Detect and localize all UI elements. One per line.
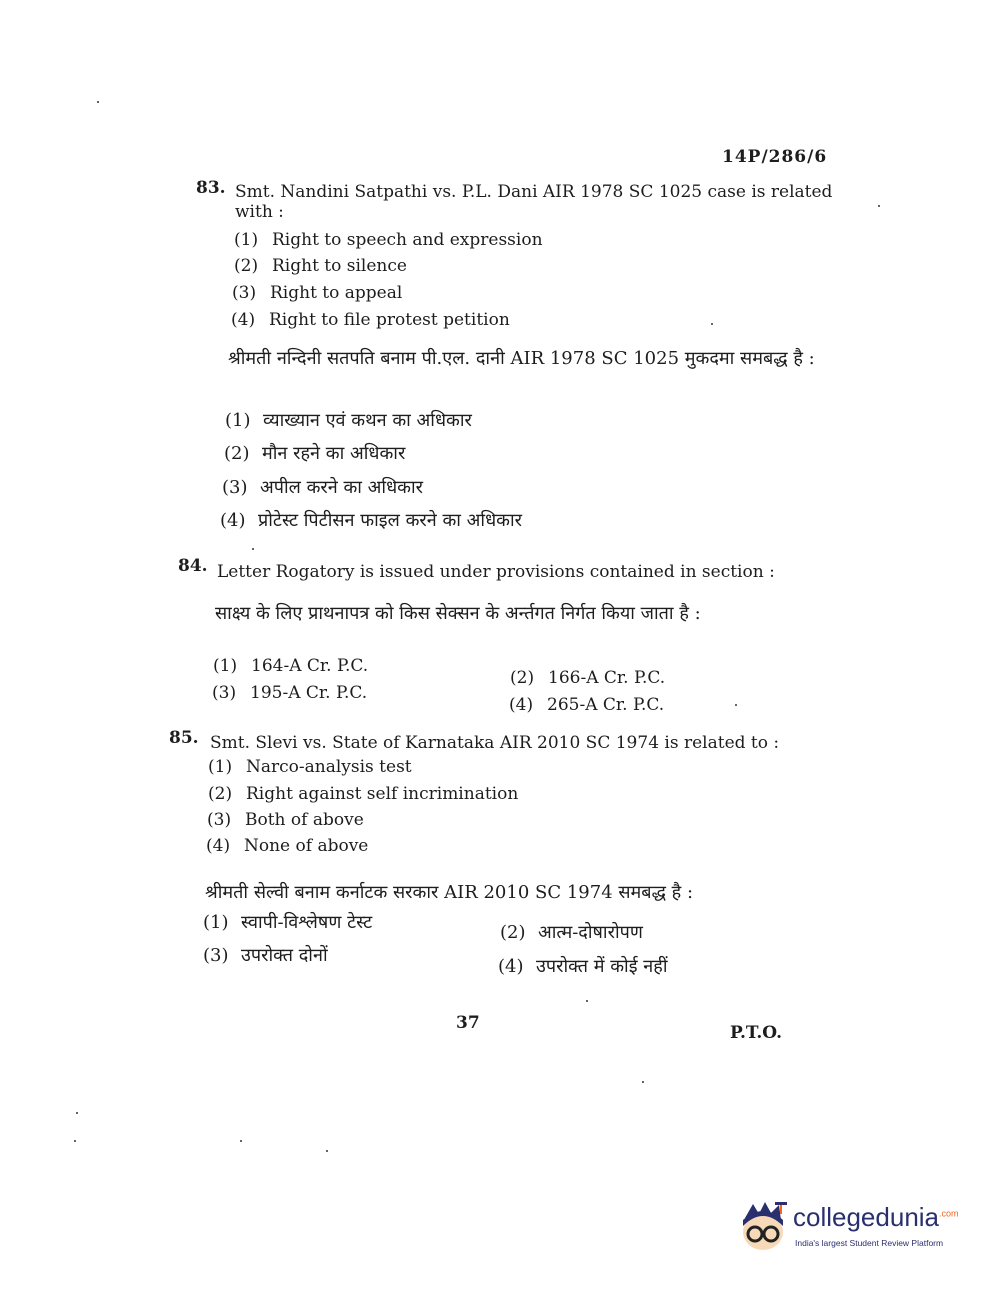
option-en-1 xyxy=(234,230,543,250)
question-number: 83. xyxy=(196,178,226,198)
scan-speck xyxy=(97,101,99,103)
option-number: (4) xyxy=(498,956,524,977)
question-text-en: Letter Rogatory is issued under provisions contained in section : xyxy=(217,562,775,582)
question-text-hi: साक्ष्य के लिए प्राथनापत्र को किस सेक्सन के अर्न्तगत निर्गत किया जाता है : xyxy=(215,603,701,624)
question-number: 84. xyxy=(178,556,208,576)
option-text: 166-A Cr. P.C. xyxy=(548,668,666,688)
brand-suffix: .com xyxy=(939,1208,959,1219)
option-number: (2) xyxy=(208,784,233,804)
option-text: 265-A Cr. P.C. xyxy=(547,695,665,715)
option-text: स्वापी-विश्लेषण टेस्ट xyxy=(241,912,373,933)
option-text: Right to speech and expression xyxy=(272,230,543,250)
paper-code: 14P/286/6 xyxy=(722,147,828,167)
option-number: (1) xyxy=(225,410,251,431)
option-en-1 xyxy=(208,757,412,777)
scan-speck xyxy=(240,1140,242,1142)
scan-speck xyxy=(735,704,737,706)
option-number: (3) xyxy=(212,683,237,703)
option-text: आत्म-दोषारोपण xyxy=(538,922,643,943)
option-number: (3) xyxy=(232,283,257,303)
option-text: उपरोक्त में कोई नहीं xyxy=(536,956,668,977)
option-1 xyxy=(213,656,368,676)
option-number: (2) xyxy=(510,668,535,688)
scan-speck xyxy=(586,1000,588,1002)
option-number: (1) xyxy=(208,757,233,777)
option-number: (1) xyxy=(203,912,229,933)
option-3 xyxy=(212,683,367,703)
option-number: (3) xyxy=(203,945,229,966)
scan-speck xyxy=(252,548,254,550)
option-hi-4 xyxy=(220,508,522,532)
option-number: (2) xyxy=(234,256,259,276)
question-text-en: Smt. Nandini Satpathi vs. P.L. Dani AIR 1978 SC 1025 case is related with : xyxy=(235,182,833,222)
option-number: (2) xyxy=(224,443,250,464)
option-en-3 xyxy=(207,810,364,830)
scan-speck xyxy=(711,323,713,325)
scan-speck xyxy=(642,1081,644,1083)
option-text: व्याख्यान एवं कथन का अधिकार xyxy=(263,410,472,431)
option-hi-1 xyxy=(225,408,472,432)
option-text: Both of above xyxy=(245,810,364,830)
option-text: Narco-analysis test xyxy=(246,757,412,777)
option-2 xyxy=(510,668,665,688)
question-text-hi: श्रीमती सेल्वी बनाम कर्नाटक सरकार AIR 2010 SC 1974 समबद्ध है : xyxy=(205,882,694,903)
option-text: प्रोटेस्ट पिटीसन फाइल करने का अधिकार xyxy=(258,510,523,531)
option-hi-2 xyxy=(224,441,405,465)
scan-speck xyxy=(74,1140,76,1142)
option-en-2 xyxy=(234,256,407,276)
option-number: (4) xyxy=(220,510,246,531)
option-number: (1) xyxy=(234,230,259,250)
question-text-en: Smt. Slevi vs. State of Karnataka AIR 2010 SC 1974 is related to : xyxy=(210,733,780,753)
option-hi-2 xyxy=(500,920,643,944)
option-number: (2) xyxy=(500,922,526,943)
mascot-icon xyxy=(735,1196,795,1256)
option-hi-3 xyxy=(222,475,423,499)
option-hi-4 xyxy=(498,954,667,978)
question-number: 85. xyxy=(169,728,199,748)
option-text: Right to file protest petition xyxy=(269,310,510,330)
collegedunia-logo xyxy=(735,1196,965,1256)
option-en-3 xyxy=(232,283,402,303)
option-4 xyxy=(509,695,664,715)
logo-tagline: India's largest Student Review Platform xyxy=(795,1238,944,1248)
option-number: (3) xyxy=(207,810,232,830)
option-number: (4) xyxy=(206,836,231,856)
option-text: 195-A Cr. P.C. xyxy=(250,683,368,703)
option-text: Right to appeal xyxy=(270,283,403,303)
option-hi-1 xyxy=(203,910,372,934)
pto-label: P.T.O. xyxy=(730,1023,782,1043)
scan-speck xyxy=(76,1112,78,1114)
page-number: 37 xyxy=(456,1013,480,1033)
option-en-4 xyxy=(231,310,510,330)
option-text: 164-A Cr. P.C. xyxy=(251,656,369,676)
option-number: (4) xyxy=(231,310,256,330)
option-text: उपरोक्त दोनों xyxy=(241,945,328,966)
option-number: (4) xyxy=(509,695,534,715)
option-number: (3) xyxy=(222,477,248,498)
scan-speck xyxy=(878,205,880,207)
option-hi-3 xyxy=(203,943,328,967)
option-en-4 xyxy=(206,836,368,856)
option-en-2 xyxy=(208,784,518,804)
option-number: (1) xyxy=(213,656,238,676)
question-text-hi: श्रीमती नन्दिनी सतपति बनाम पी.एल. दानी AIR 1978 SC 1025 मुकदमा समबद्ध है : xyxy=(228,348,815,369)
option-text: Right against self incrimination xyxy=(246,784,519,804)
option-text: अपील करने का अधिकार xyxy=(260,477,424,498)
option-text: Right to silence xyxy=(272,256,407,276)
logo-wordmark xyxy=(793,1202,959,1233)
brand-name: collegedunia xyxy=(793,1202,940,1232)
scan-speck xyxy=(326,1150,328,1152)
option-text: मौन रहने का अधिकार xyxy=(262,443,406,464)
option-text: None of above xyxy=(244,836,369,856)
